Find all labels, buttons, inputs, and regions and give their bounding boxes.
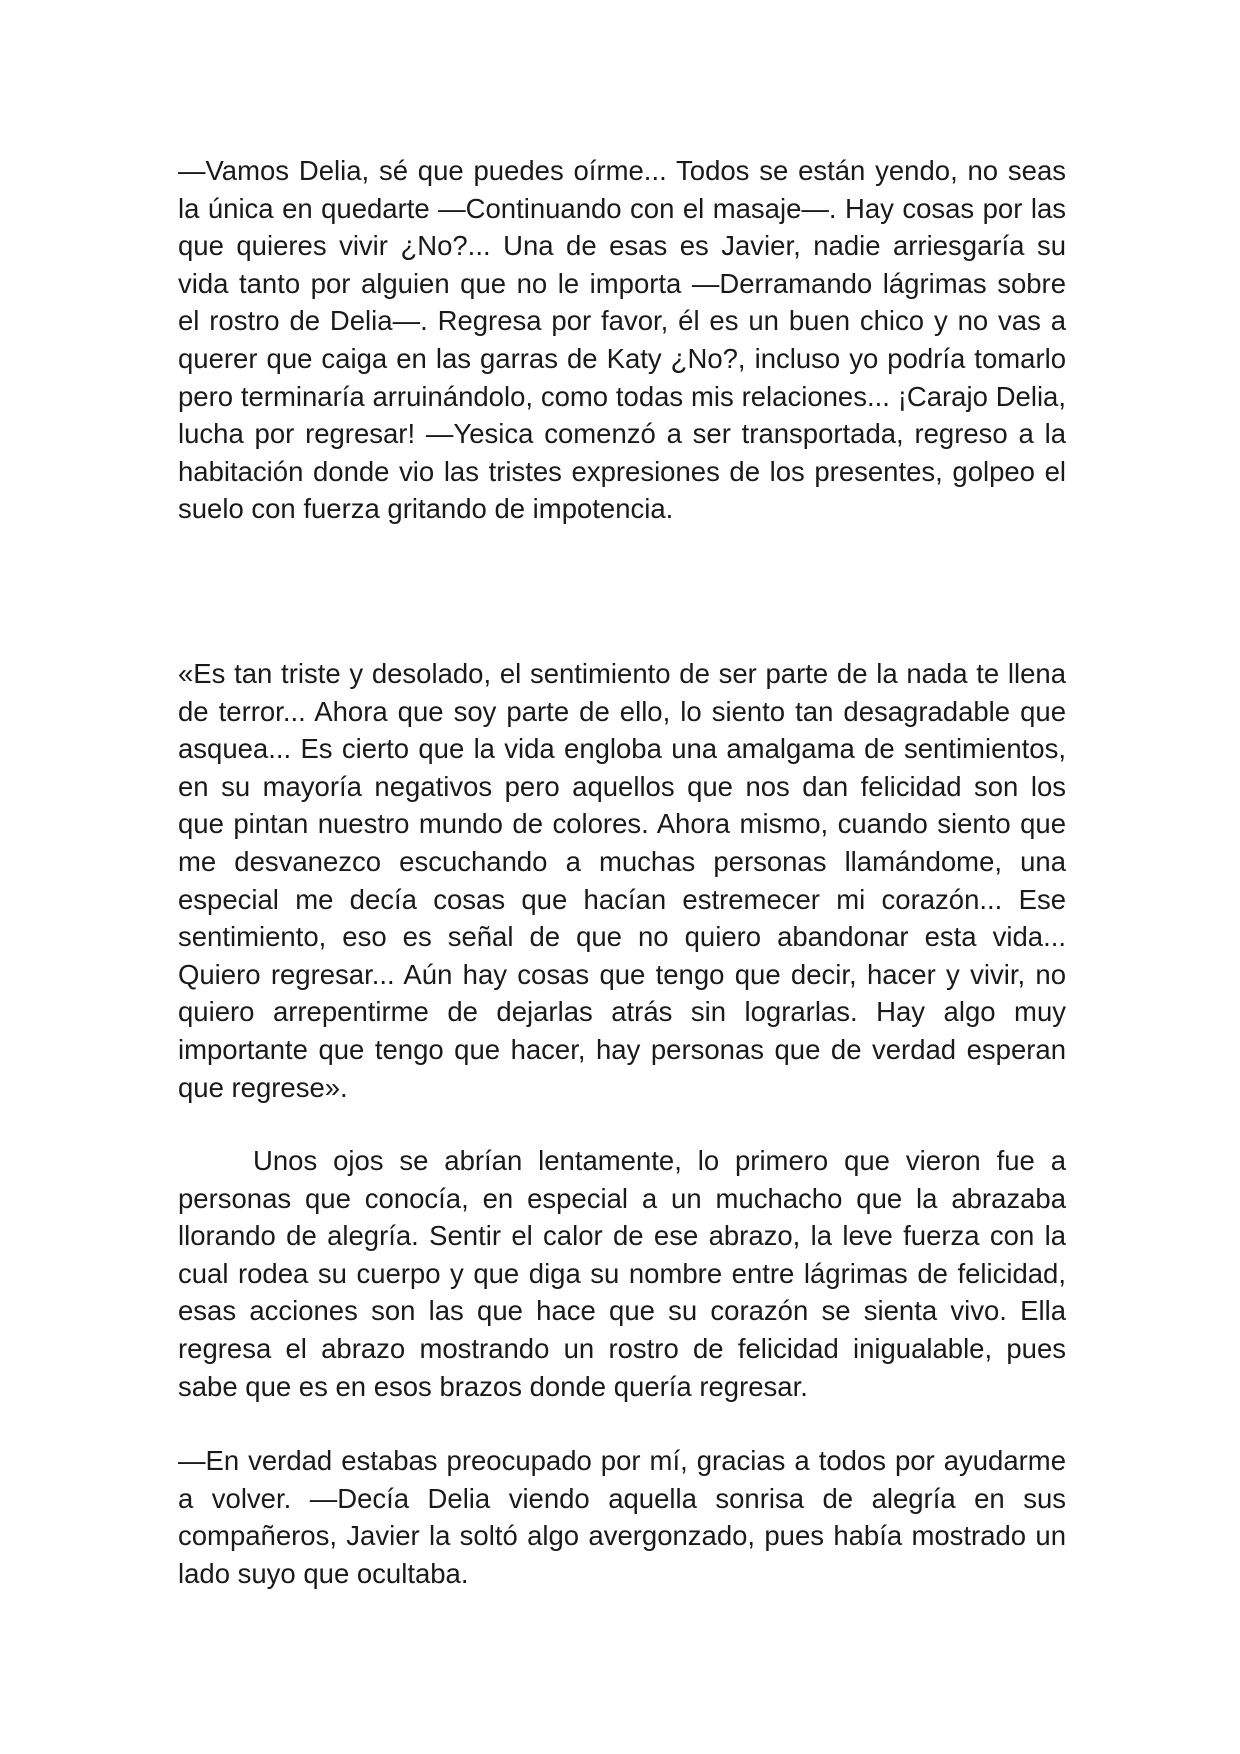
paragraph-awakening: Unos ojos se abrían lentamente, lo primero que vieron fue a personas que conocía, en especial a un muchacho que la abrazaba llorando de alegría. Sentir el calor de ese abrazo, la leve fuerza con la cual rodea su cuerpo y que diga su nombre entre lágrimas de felicidad, esas acciones son las que hace que su corazón se sienta vivo. Ella regresa el abrazo mostrando un rostro de felicidad inigualable, pues sabe que es en esos brazos donde quería regresar. <box>178 1145 1066 1402</box>
paragraph-inner-monologue: «Es tan triste y desolado, el sentimiento de ser parte de la nada te llena de terror... Ahora que soy parte de ello, lo siento tan desagradable que asquea... Es cierto que la vida engloba una amalgama de sentimientos, en su mayoría negativos pero aquellos que nos dan felicidad son los que pintan nuestro mundo de colores. Ahora mismo, cuando siento que me desvanezco escuchando a muchas personas llamándome, una especial me decía cosas que hacían estremecer mi corazón... Ese sentimiento, eso es señal de que no quiero abandonar esta vida... Quiero regresar... Aún hay cosas que tengo que decir, hacer y vivir, no quiero arrepentirme de dejarlas atrás sin lograrlas. Hay algo muy importante que tengo que hacer, hay personas que de verdad esperan que regrese». <box>178 658 1066 1103</box>
paragraph-dialogue-delia: —En verdad estabas preocupado por mí, gracias a todos por ayudarme a volver. —Decía Delia viendo aquella sonrisa de alegría en sus compañeros, Javier la soltó algo avergonzado, pues había mostrado un lado suyo que ocultaba. <box>178 1445 1066 1589</box>
paragraph-dialogue-yesica: —Vamos Delia, sé que puedes oírme... Todos se están yendo, no seas la única en quedarte —Continuando con el masaje—. Hay cosas por las que quieres vivir ¿No?... Una de esas es Javier, nadie arriesgaría su vida tanto por alguien que no le importa —Derramando lágrimas sobre el rostro de Delia—. Regresa por favor, él es un buen chico y no vas a querer que caiga en las garras de Katy ¿No?, incluso yo podría tomarlo pero terminaría arruinándolo, como todas mis relaciones... ¡Carajo Delia, lucha por regresar! —Yesica comenzó a ser transportada, regreso a la habitación donde vio las tristes expresiones de los presentes, golpeo el suelo con fuerza gritando de impotencia. <box>178 155 1066 525</box>
